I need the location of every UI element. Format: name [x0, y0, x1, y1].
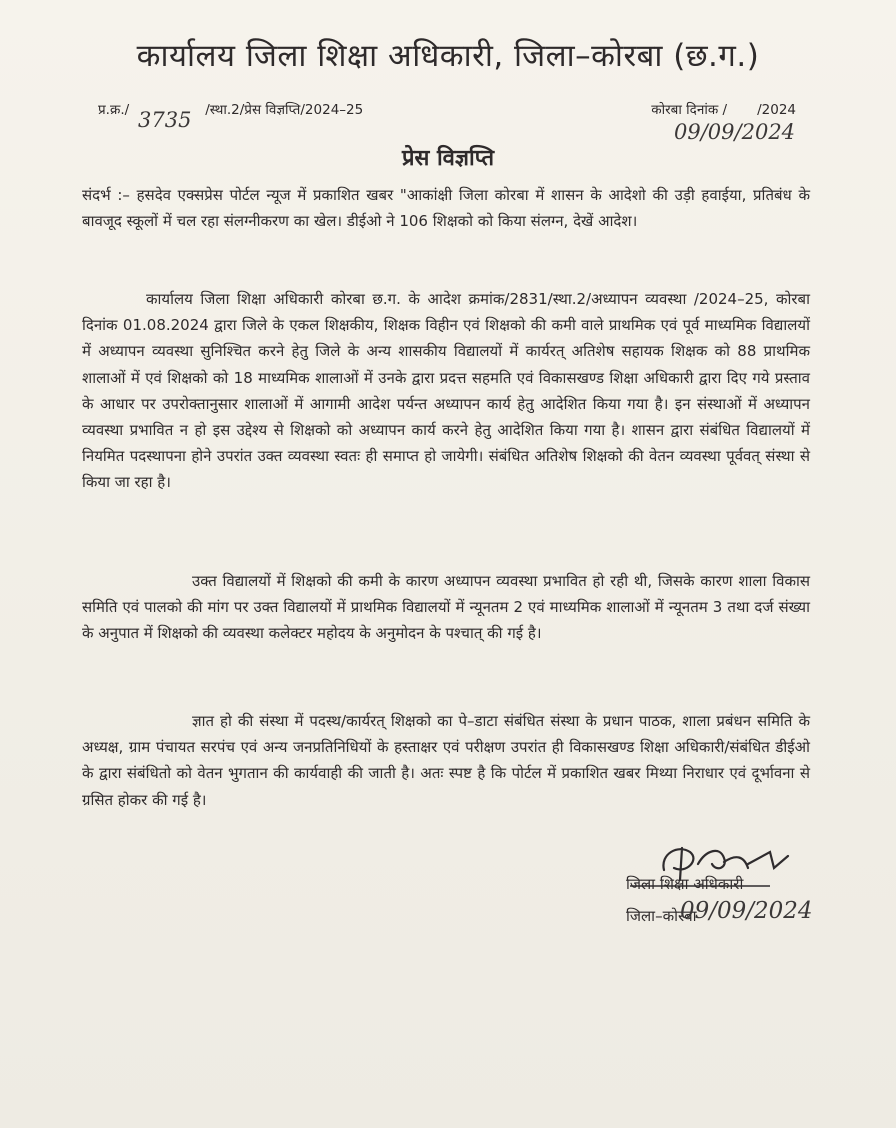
reference-prefix: प्र.क्र./ [98, 102, 130, 118]
handwritten-reference-number: 3735 [138, 108, 192, 132]
body-paragraph-2: उक्त विद्यालयों में शिक्षको की कमी के कारण अध्यापन व्यवस्था प्रभावित हो रही थी, जिसके कारण शाला विकास समिति एवं पालको की मांग पर उक्त विद्यालयों में प्राथमिक विद्यालयों में न्यूनतम 2 एवं माध्यमिक शालाओं में न्यूनतम 3 तथा दर्ज संख्या के अनुपात में शिक्षको की व्यवस्था कलेक्टर महोदय के अनुमोदन के पश्चात् की गई है। [82, 572, 810, 643]
subject-reference: संदर्भ :– हसदेव एक्सप्रेस पोर्टल न्यूज में प्रकाशित खबर "आकांक्षी जिला कोरबा में शासन के आदेशो की उड़ी हवाईया, प्रतिबंध के बावजूद स्कूलों में चल रहा संलग्नीकरण का खेल। डीईओ ने 106 शिक्षको को किया संलग्न, देखें आदेश। [82, 186, 810, 231]
handwritten-signature-date: 09/09/2024 [680, 898, 813, 924]
date-template: / /2024 [722, 102, 796, 118]
signatory-designation: जिला शिक्षा अधिकारी [626, 875, 744, 893]
body-paragraph-1: कार्यालय जिला शिक्षा अधिकारी कोरबा छ.ग. के आदेश क्रमांक/2831/स्था.2/अध्यापन व्यवस्था /2024–25, कोरबा दिनांक 01.08.2024 द्वारा जिले के एकल शिक्षकीय, शिक्षक विहीन एवं शिक्षको की कमी वाले प्राथमिक एवं पूर्व माध्यमिक विद्यालयों में अध्यापन व्यवस्था सुनिश्चित करने हेतु जिले के अन्य शासकीय विद्यालयों में कार्यरत् अतिशेष सहायक शिक्षक को 88 प्राथमिक शालाओं में एवं शिक्षको को 18 माध्यमिक शालाओं में उनके द्वारा प्रदत्त सहमति एवं विकासखण्ड शिक्षा अधिकारी द्वारा दिए गये प्रस्ताव के आधार पर उपरोक्तानुसार शालाओं में आगामी आदेश पर्यन्त अध्यापन कार्य हेतु आदेशित किया गया है। इन संस्थाओं में अध्यापन व्यवस्था प्रभावित न हो इस उद्देश्य से शिक्षको को अध्यापन कार्य करने हेतु आदेशित किया गया है। शासन द्वारा संबंधित विद्यालयों में नियमित पदस्थापना होने उपरांत उक्त व्यवस्था स्वतः ही समाप्त हो जायेगी। संबंधित अतिशेष शिक्षको की वेतन व्यवस्था पूर्ववत् संस्था से किया जा रहा है। [82, 290, 810, 492]
signature-block [620, 834, 850, 944]
body-paragraph-3: ज्ञात हो की संस्था में पदस्थ/कार्यरत् शिक्षको का पे–डाटा संबंधित संस्था के प्रधान पाठक, शाला प्रबंधन समिति के अध्यक्ष, ग्राम पंचायत सरपंच एवं अन्य जनप्रतिनिधियों के हस्ताक्षर एवं परीक्षण उपरांत ही विकासखण्ड शिक्षा अधिकारी/संबंधित डीईओ के द्वारा संबंधितो को वेतन भुगतान की कार्यवाही की जाती है। अतः स्पष्ट है कि पोर्टल में प्रकाशित खबर मिथ्या निराधार एवं दूर्भावना से ग्रसित होकर की गई है। [82, 712, 810, 809]
reference-suffix: /स्था.2/प्रेस विज्ञप्ति/2024–25 [205, 102, 364, 118]
handwritten-date: 09/09/2024 [674, 120, 796, 144]
reference-date [651, 100, 796, 118]
press-release-heading: प्रेस विज्ञप्ति [401, 146, 495, 171]
place-date-label: कोरबा दिनांक [651, 102, 719, 118]
signatory-place: जिला–कोरबा [626, 907, 697, 925]
letterhead-title: कार्यालय जिला शिक्षा अधिकारी, जिला–कोरबा (छ.ग.) [136, 38, 760, 74]
